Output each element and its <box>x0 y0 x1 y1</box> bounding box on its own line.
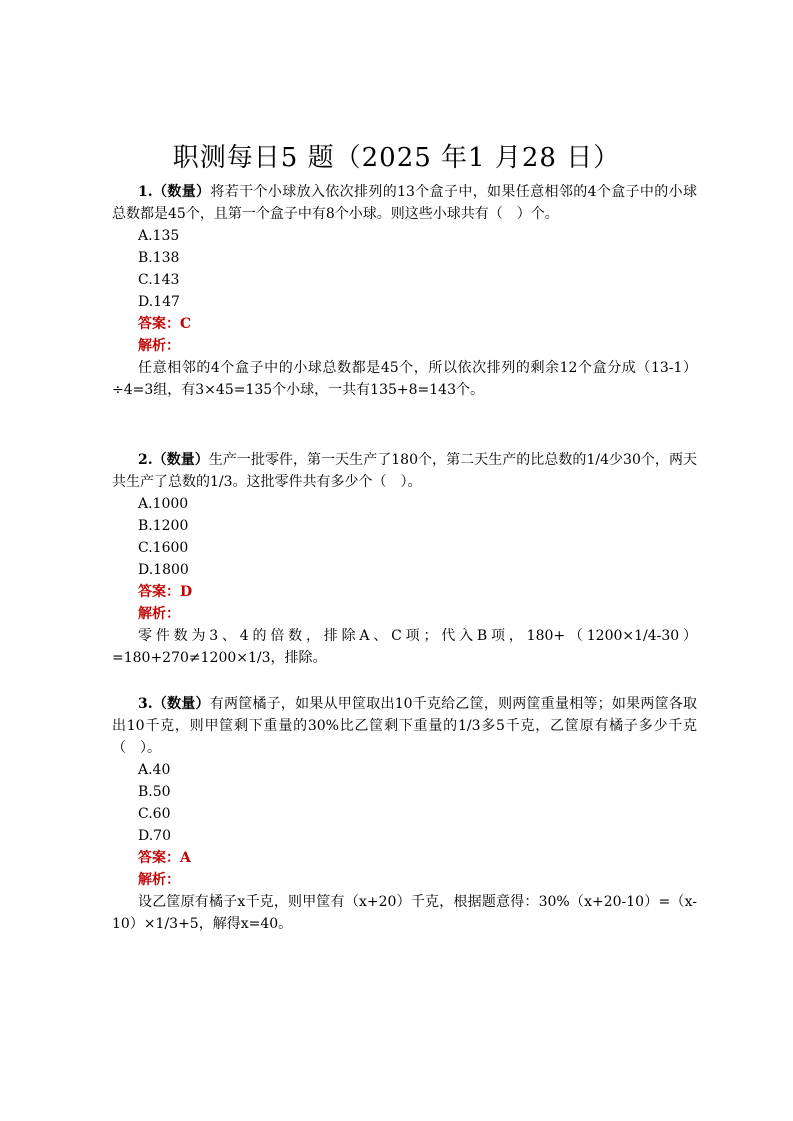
question-text: 生产一批零件，第一天生产了180个，第二天生产的比总数的1/4少30个，两天共生产了总数的1/3。这批零件共有多少个（ ）。 <box>112 452 697 490</box>
question-stem <box>112 181 697 225</box>
analysis-text: 设乙筐原有橘子x千克，则甲筐有（x+20）千克，根据题意得：30%（x+20-10）=（x-10）×1/3+5，解得x=40。 <box>112 894 697 932</box>
question-3 <box>112 693 697 935</box>
question-type: （数量） <box>152 184 211 200</box>
question-type: （数量） <box>152 452 209 468</box>
option-a: A.135 <box>138 228 180 244</box>
option-c: C.60 <box>138 806 171 822</box>
option-b: B.1200 <box>138 518 189 534</box>
option-c: C.143 <box>138 272 180 288</box>
question-number: 1. <box>138 184 153 200</box>
option-a: A.1000 <box>138 496 189 512</box>
option-b: B.50 <box>138 784 171 800</box>
question-number: 3. <box>138 696 153 712</box>
option-d: D.1800 <box>138 562 189 578</box>
analysis-label: 解析： <box>138 606 180 622</box>
question-2 <box>112 449 697 669</box>
question-stem <box>112 693 697 759</box>
question-type: （数量） <box>152 696 210 712</box>
option-d: D.147 <box>138 294 180 310</box>
question-text: 将若干个小球放入依次排列的13个盒子中，如果任意相邻的4个盒子中的小球总数都是45个，且第一个盒子中有8个小球。则这些小球共有（ ）个。 <box>112 184 697 222</box>
option-d: D.70 <box>138 828 171 844</box>
question-stem <box>112 449 697 493</box>
analysis-label: 解析： <box>138 872 180 888</box>
question-1 <box>112 181 697 401</box>
answer-label: 答案：D <box>138 584 193 600</box>
answer-label: 答案：C <box>138 316 192 332</box>
analysis-label: 解析： <box>138 338 180 354</box>
question-text: 有两筐橘子，如果从甲筐取出10千克给乙筐，则两筐重量相等；如果两筐各取出10千克，则甲筐剩下重量的30%比乙筐剩下重量的1/3多5千克，乙筐原有橘子多少千克（ ）。 <box>112 696 698 756</box>
page-title: 职测每日5 题（2025 年1 月28 日） <box>172 143 621 173</box>
option-c: C.1600 <box>138 540 189 556</box>
analysis-text: 零件数为3、4的倍数，排除A、C项；代入B项，180+（1200×1/4-30）=180+270≠1200×1/3，排除。 <box>112 628 697 666</box>
option-b: B.138 <box>138 250 180 266</box>
analysis-text: 任意相邻的4个盒子中的小球总数都是45个，所以依次排列的剩余12个盒分成（13-1）÷4=3组，有3×45=135个小球，一共有135+8=143个。 <box>112 360 697 398</box>
answer-label: 答案：A <box>138 850 191 866</box>
option-a: A.40 <box>138 762 171 778</box>
question-number: 2. <box>138 452 153 468</box>
